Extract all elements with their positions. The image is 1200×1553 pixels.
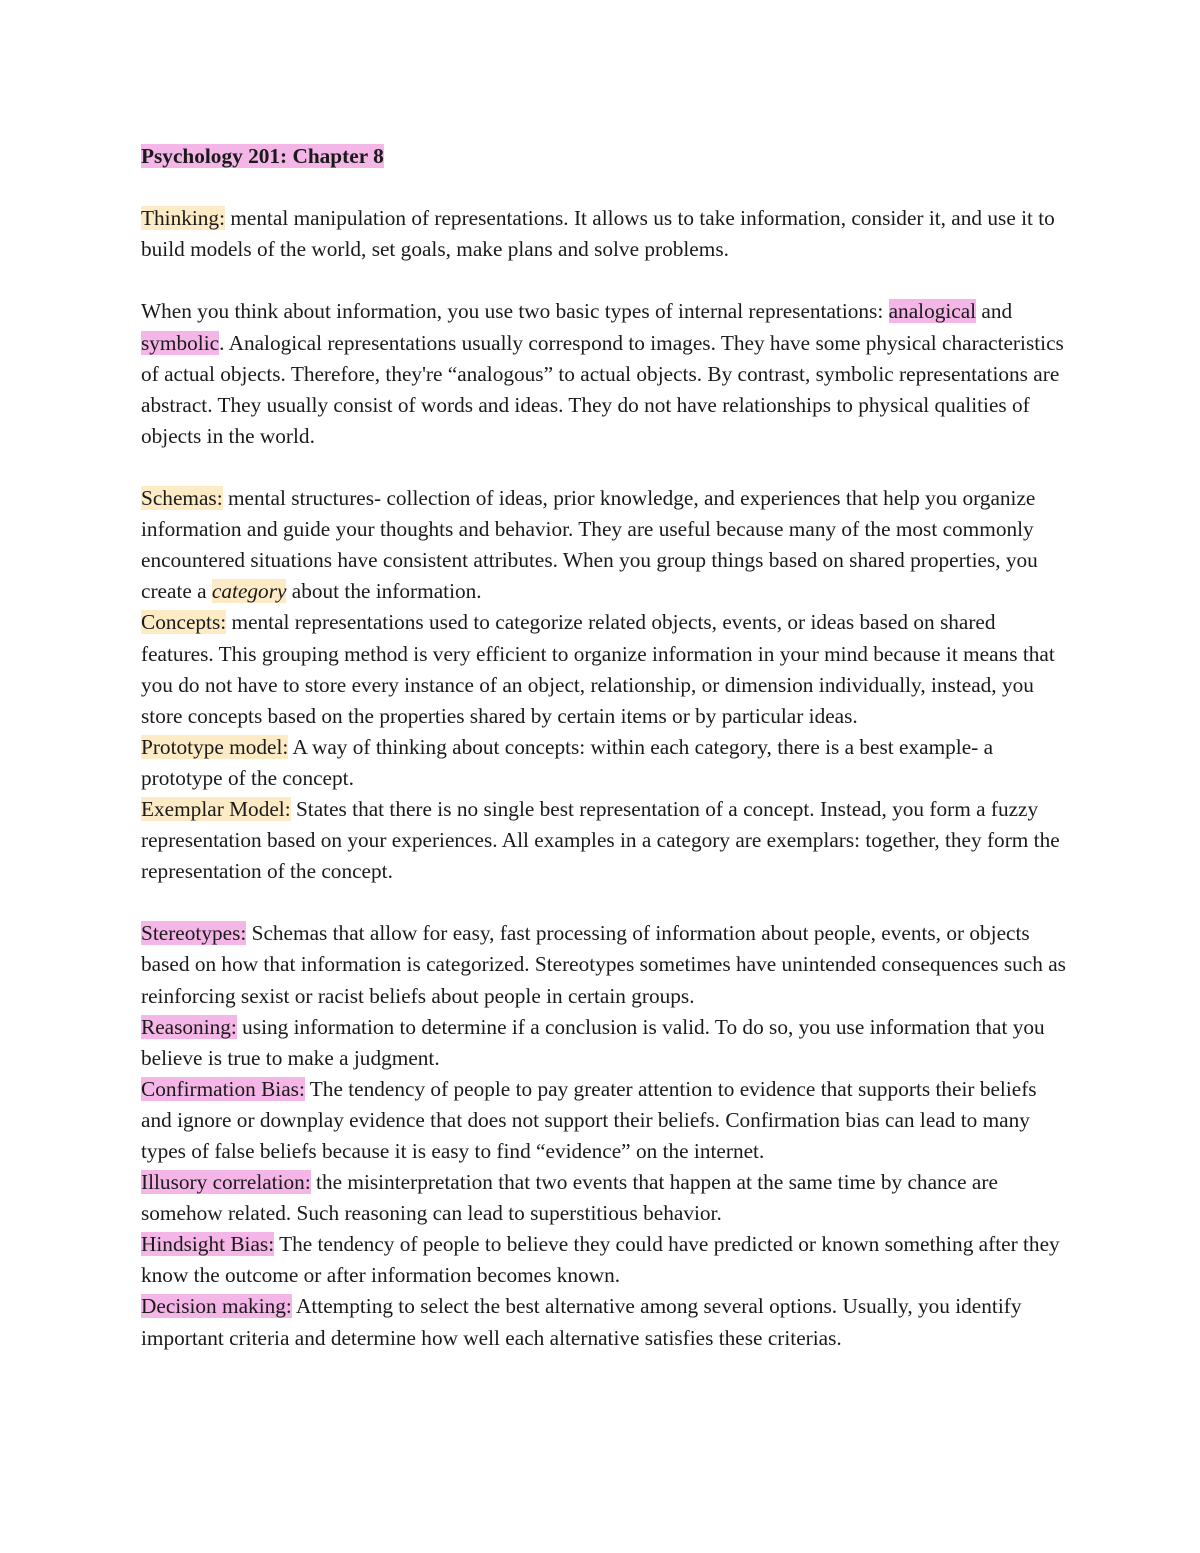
definition-schemas: mental structures- collection of ideas, prior knowledge, and experiences that help you organize information and guide your thoughts and behavior. They are useful because many of the most commonly encountered situations have consistent attributes. When you group things based on shared properties, you create a xyxy=(141,486,1038,604)
definition-schemas-end: about the information. xyxy=(286,579,482,604)
definition-illusory-correlation: the misinterpretation that two events that happen at the same time by chance are somehow related. Such reasoning can lead to superstitious behavior. xyxy=(141,1170,998,1226)
paragraph-hindsight-bias xyxy=(141,1229,1066,1291)
paragraph-concepts xyxy=(141,607,1066,731)
definition-exemplar-model: States that there is no single best representation of a concept. Instead, you form a fuzzy representation based on your experiences. All examples in a category are exemplars: together, they form the representation of the concept. xyxy=(141,796,1060,884)
paragraph-decision-making xyxy=(141,1291,1066,1353)
definition-confirmation-bias: The tendency of people to pay greater attention to evidence that supports their beliefs and ignore or downplay evidence that does not support their beliefs. Confirmation bias can lead to many types of false beliefs because it is easy to find “evidence” on the internet. xyxy=(141,1076,1037,1163)
paragraph-gap xyxy=(141,452,1066,483)
paragraph-gap xyxy=(141,887,1066,918)
term-category: category xyxy=(211,579,287,604)
definition-thinking: mental manipulation of representations. It allows us to take information, consider it, and use it to build models of the world, set goals, make plans and solve problems. xyxy=(141,206,1055,262)
representations-intro: When you think about information, you use two basic types of internal representations: xyxy=(141,299,889,324)
paragraph-exemplar xyxy=(141,794,1066,887)
paragraph-gap xyxy=(141,172,1066,203)
representations-text: . Analogical representations usually correspond to images. They have some physical characteristics of actual objects. Therefore, they're “analogous” to actual objects. By contrast, symbolic representations are abstract. They usually consist of words and ideas. They do not have relationships to physical qualities of objects in the world. xyxy=(141,330,1064,448)
term-analogical: analogical xyxy=(888,299,977,324)
paragraph-prototype xyxy=(141,732,1066,794)
representations-joiner: and xyxy=(976,299,1013,324)
term-symbolic: symbolic xyxy=(141,330,220,355)
definition-decision-making: Attempting to select the best alternative among several options. Usually, you identify important criteria and determine how well each alternative satisfies these criterias. xyxy=(141,1294,1022,1350)
document-title xyxy=(141,141,1066,172)
paragraph-stereotypes xyxy=(141,918,1066,1011)
term-illusory-correlation: Illusory correlation: xyxy=(141,1170,311,1195)
paragraph-illusory-correlation xyxy=(141,1167,1066,1229)
term-thinking: Thinking: xyxy=(141,206,226,231)
term-confirmation-bias: Confirmation Bias: xyxy=(141,1076,305,1101)
definition-hindsight-bias: The tendency of people to believe they could have predicted or known something after they know the outcome or after information becomes known. xyxy=(141,1232,1060,1288)
term-hindsight-bias: Hindsight Bias: xyxy=(141,1232,275,1257)
paragraph-thinking xyxy=(141,203,1066,265)
paragraph-reasoning xyxy=(141,1012,1066,1074)
paragraph-confirmation-bias xyxy=(141,1074,1066,1167)
term-concepts: Concepts: xyxy=(141,610,227,635)
title-highlight: Psychology 201: Chapter 8 xyxy=(141,144,384,168)
definition-reasoning: using information to determine if a conclusion is valid. To do so, you use information that you believe is true to make a judgment. xyxy=(141,1014,1045,1070)
term-decision-making: Decision making: xyxy=(141,1294,292,1319)
document-page xyxy=(141,141,1066,1354)
definition-prototype-model: A way of thinking about concepts: within each category, there is a best example- a prototype of the concept. xyxy=(141,734,994,790)
paragraph-gap xyxy=(141,265,1066,296)
term-reasoning: Reasoning: xyxy=(141,1014,237,1039)
term-prototype-model: Prototype model: xyxy=(141,734,289,759)
term-stereotypes: Stereotypes: xyxy=(141,921,247,946)
definition-concepts: mental representations used to categorize related objects, events, or ideas based on shared features. This grouping method is very efficient to organize information in your mind because it means that you do not have to store every instance of an object, relationship, or dimension individually, instead, you store concepts based on the properties shared by certain items or by particular ideas. xyxy=(141,610,1055,728)
definition-stereotypes: Schemas that allow for easy, fast processing of information about people, events, or objects based on how that information is categorized. Stereotypes sometimes have unintended consequences such as reinforcing sexist or racist beliefs about people in certain groups. xyxy=(141,921,1066,1008)
paragraph-representations xyxy=(141,296,1066,451)
term-exemplar-model: Exemplar Model: xyxy=(141,796,291,821)
term-schemas: Schemas: xyxy=(141,486,223,511)
paragraph-schemas xyxy=(141,483,1066,607)
